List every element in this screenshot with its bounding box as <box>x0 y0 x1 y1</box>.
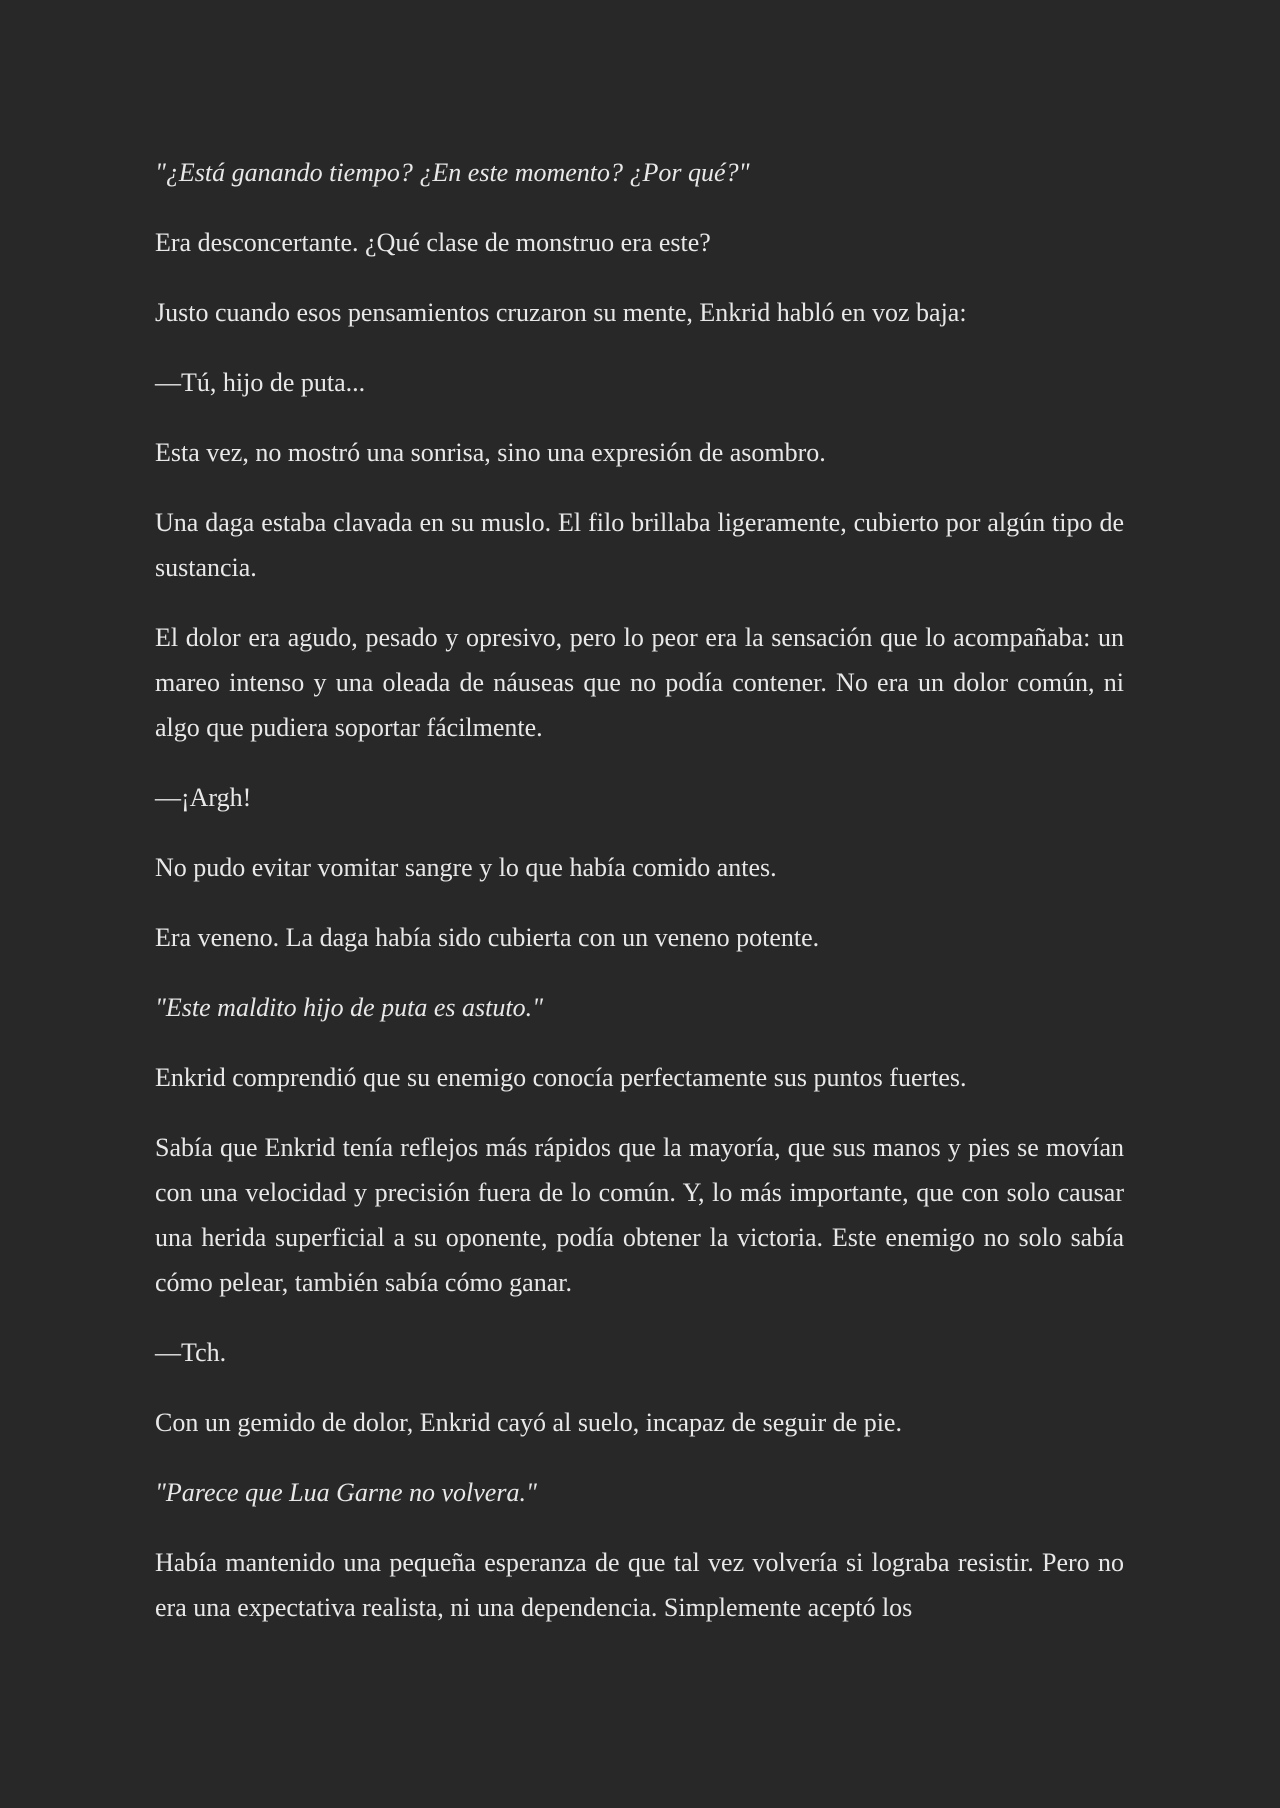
reading-page <box>155 150 1124 1655</box>
paragraph-thought: "Parece que Lua Garne no volvera." <box>155 1478 537 1507</box>
paragraph: El dolor era agudo, pesado y opresivo, pero lo peor era la sensación que lo acompañaba: un mareo intenso y una oleada de náuseas que no podía contener. No era un dolor común, ni algo que pudiera soportar fácilmente. <box>155 623 1124 742</box>
paragraph: Justo cuando esos pensamientos cruzaron su mente, Enkrid habló en voz baja: <box>155 298 967 327</box>
paragraph-dialogue: —¡Argh! <box>155 783 252 812</box>
paragraph-thought: "¿Está ganando tiempo? ¿En este momento? ¿Por qué?" <box>155 158 750 187</box>
paragraph-dialogue: —Tch. <box>155 1338 227 1367</box>
paragraph: Con un gemido de dolor, Enkrid cayó al suelo, incapaz de seguir de pie. <box>155 1408 902 1437</box>
paragraph: Enkrid comprendió que su enemigo conocía perfectamente sus puntos fuertes. <box>155 1063 967 1092</box>
paragraph: Era desconcertante. ¿Qué clase de monstruo era este? <box>155 228 711 257</box>
paragraph: Sabía que Enkrid tenía reflejos más rápidos que la mayoría, que sus manos y pies se movían con una velocidad y precisión fuera de lo común. Y, lo más importante, que con solo causar una herida superficial a su oponente, podía obtener la victoria. Este enemigo no solo sabía cómo pelear, también sabía cómo ganar. <box>155 1133 1124 1297</box>
paragraph-dialogue: —Tú, hijo de puta... <box>155 368 366 397</box>
paragraph: Era veneno. La daga había sido cubierta con un veneno potente. <box>155 923 820 952</box>
paragraph: Una daga estaba clavada en su muslo. El filo brillaba ligeramente, cubierto por algún tipo de sustancia. <box>155 508 1124 582</box>
paragraph: Había mantenido una pequeña esperanza de que tal vez volvería si lograba resistir. Pero no era una expectativa realista, ni una dependencia. Simplemente aceptó los <box>155 1548 1124 1622</box>
paragraph: Esta vez, no mostró una sonrisa, sino una expresión de asombro. <box>155 438 826 467</box>
paragraph-thought: "Este maldito hijo de puta es astuto." <box>155 993 543 1022</box>
paragraph: No pudo evitar vomitar sangre y lo que había comido antes. <box>155 853 777 882</box>
